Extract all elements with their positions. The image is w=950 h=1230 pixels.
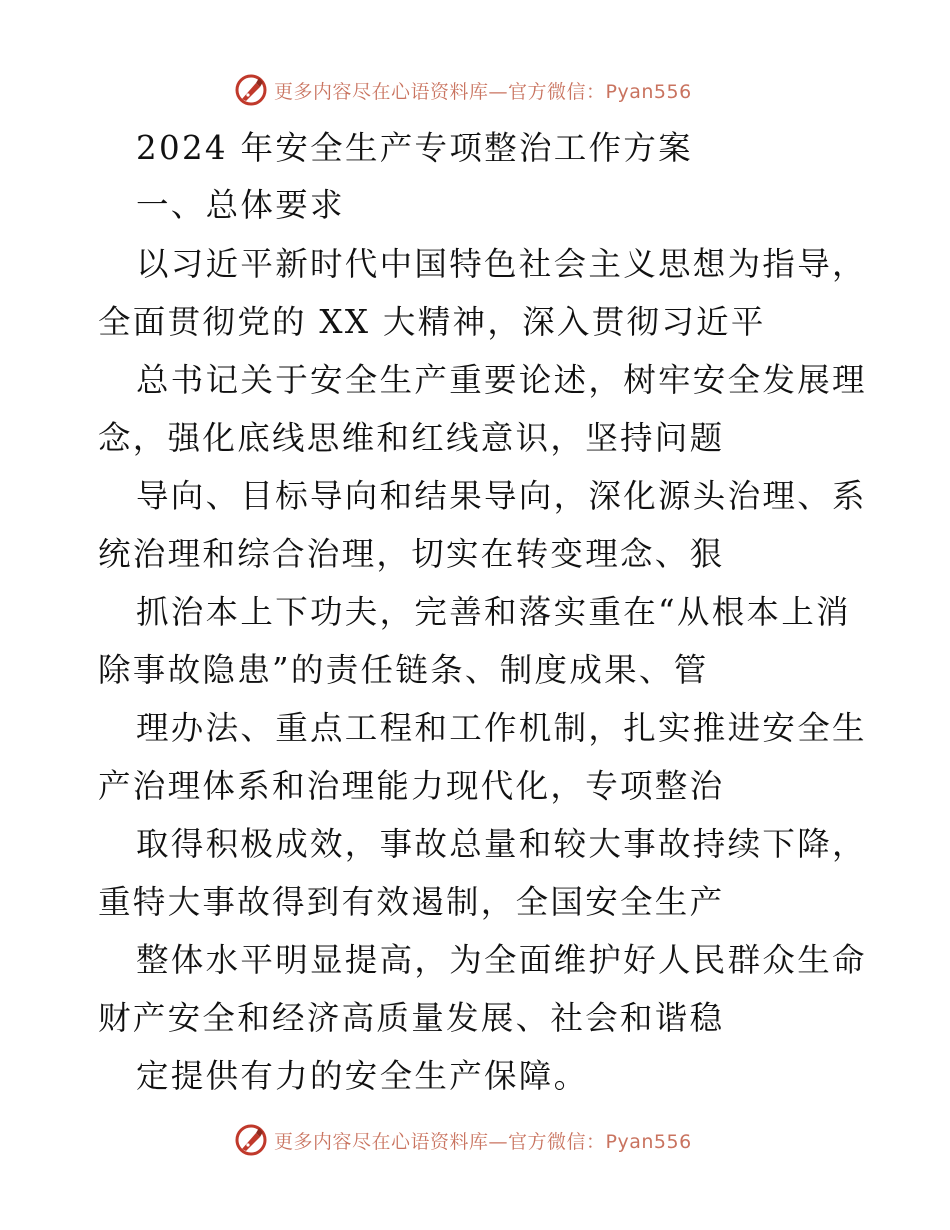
paragraph-line: 除事故隐患”的责任链条、制度成果、管 [98,651,709,689]
paragraph-line: 财产安全和经济高质量发展、社会和谐稳 [98,999,725,1037]
banner-contact: Pyan556 [605,80,692,103]
paragraph-line: 导向、目标导向和结果导向，深化源头治理、系 [136,477,867,515]
paragraph-line: 重特大事故得到有效遏制，全国安全生产 [98,883,725,921]
paragraph-line: 总书记关于安全生产重要论述，树牢安全发展理 [136,361,867,399]
banner-contact: Pyan556 [605,1130,692,1153]
paragraph-line: 理办法、重点工程和工作机制，扎实推进安全生 [136,709,867,747]
paragraph-line: 以习近平新时代中国特色社会主义思想为指导， [136,245,867,283]
pen-nib-logo-icon [234,73,268,107]
page-title: 2024 年安全生产专项整治工作方案 [136,129,693,167]
section-heading: 一、总体要求 [136,186,345,224]
paragraph-line: 定提供有力的安全生产保障。 [136,1057,589,1095]
paragraph-line: 念，强化底线思维和红线意识，坚持问题 [98,419,725,457]
header-banner [234,73,692,107]
paragraph-line: 统治理和综合治理，切实在转变理念、狠 [98,535,725,573]
banner-text: 更多内容尽在心语资料库—官方微信：Pyan556 [274,1130,692,1153]
paragraph-line: 整体水平明显提高，为全面维护好人民群众生命 [136,941,867,979]
footer-banner [234,1123,692,1157]
pen-nib-logo-icon [234,1123,268,1157]
paragraph-line: 全面贯彻党的 XX 大精神，深入贯彻习近平 [98,303,766,341]
banner-text: 更多内容尽在心语资料库—官方微信：Pyan556 [274,80,692,103]
paragraph-line: 抓治本上下功夫，完善和落实重在“从根本上消 [136,593,851,631]
paragraph-line: 产治理体系和治理能力现代化，专项整治 [98,767,725,805]
paragraph-line: 取得积极成效，事故总量和较大事故持续下降， [136,825,867,863]
